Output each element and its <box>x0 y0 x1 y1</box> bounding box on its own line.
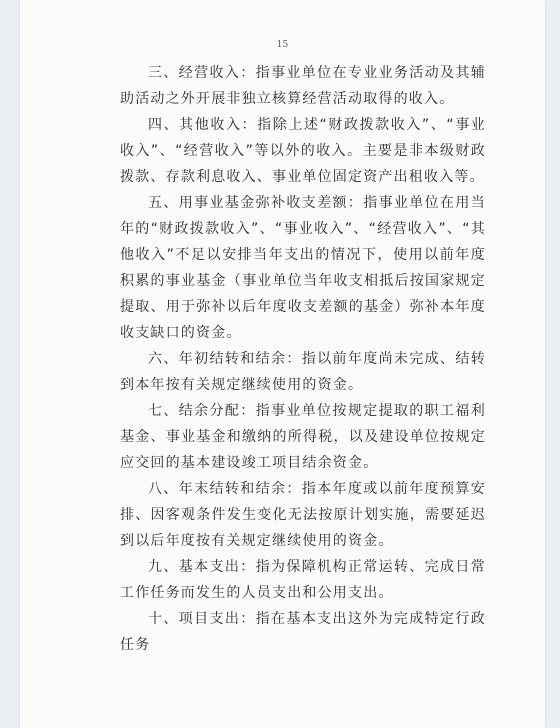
paragraph-other-income: 四、其他收入：指除上述“财政拨款收入”、“事业收入”、“经营收入”等以外的收入。主要是非本级财政拨款、存款利息收入、事业单位固定资产出租收入等。 <box>120 117 486 185</box>
paragraph-operating-income: 三、经营收入：指事业单位在专业业务活动及其辅助活动之外开展非独立核算经营活动取得的收入。 <box>120 65 486 107</box>
paragraph-opening-balance: 六、年初结转和结余：指以前年度尚未完成、结转到本年按有关规定继续使用的资金。 <box>120 351 486 393</box>
paragraph-institution-fund: 五、用事业基金弥补收支差额：指事业单位在用当年的“财政拨款收入”、“事业收入”、“经营收入”、“其他收入”不足以安排当年支出的情况下，使用以前年度积累的事业基金（事业单位当年收支相抵后按国家规定提取、用于弥补以后年度收支差额的基金）弥补本年度收支缺口的资金。 <box>120 195 486 341</box>
paragraph-basic-expenditure: 九、基本支出：指为保障机构正常运转、完成日常工作任务而发生的人员支出和公用支出。 <box>120 559 486 601</box>
paragraph-closing-balance: 八、年末结转和结余：指本年度或以前年度预算安排、因客观条件发生变化无法按原计划实施，需要延迟到以后年度按有关规定继续使用的资金。 <box>120 481 486 549</box>
document-page <box>20 0 545 728</box>
paragraph-surplus-distribution: 七、结余分配：指事业单位按规定提取的职工福利基金、事业基金和缴纳的所得税，以及建设单位按规定应交回的基本建设竣工项目结余资金。 <box>120 403 486 471</box>
paragraph-project-expenditure: 十、项目支出：指在基本支出这外为完成特定行政任务 <box>120 611 486 653</box>
page-number: 15 <box>276 40 289 50</box>
document-body <box>120 60 486 658</box>
